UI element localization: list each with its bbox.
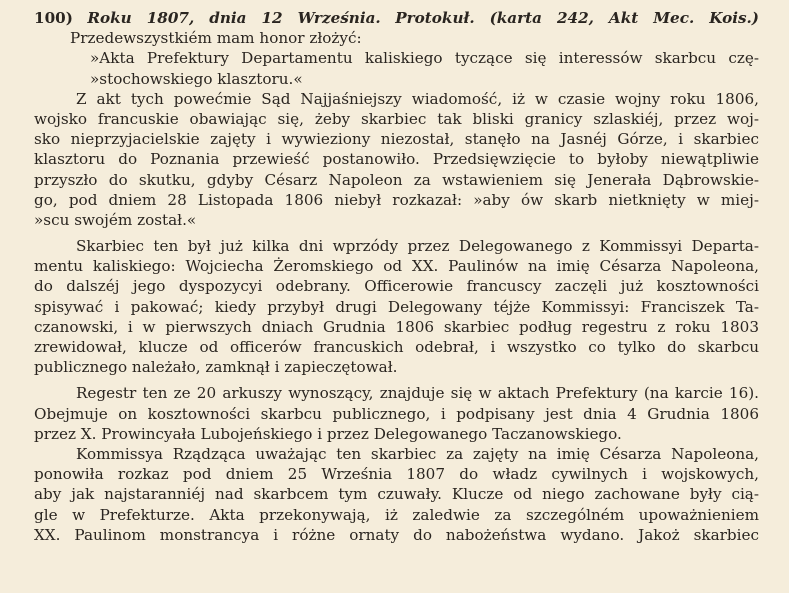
- text-line: zrewidował, klucze od officerów francuskich odebrał, i wszystko co tylko do skarbcu: [34, 338, 759, 356]
- text-line: Regestr ten ze 20 arkuszy wynoszący, znajduje się w aktach Prefektury (na karcie 16).: [76, 384, 759, 403]
- text-line: klasztoru do Poznania przewieść postanowiło. Przedsięwzięcie to byłoby niewątpliwie: [34, 150, 759, 169]
- text-line: mentu kaliskiego: Wojciecha Żeromskiego od XX. Paulinów na imię Césarza Napoleona,: [34, 257, 759, 276]
- paragraph-commission: [34, 444, 759, 545]
- text-line: przez X. Prowincyała Lubojeńskiego i przez Delegowanego Taczanowskiego.: [34, 424, 622, 443]
- paragraph-register: [34, 383, 759, 444]
- text-line: sko nieprzyjacielskie zajęty i wywieziony niezostał, stanęło na Jasnéj Górze, i skarbiec: [34, 130, 759, 149]
- text-line: Z akt tych powećmie Sąd Najjaśniejszy wiadomość, iż w czasie wojny roku 1806,: [76, 89, 759, 108]
- text-line: »stochowskiego klasztoru.«: [90, 69, 303, 88]
- text-line: gle w Prefekturze. Akta przekonywają, iż zaledwie za szczególném upoważnieniem: [34, 505, 759, 524]
- text-line: Obejmuje on kosztowności skarbcu publicznego, i podpisany jest dnia 4 Grudnia 1806: [34, 404, 759, 423]
- text-line: »Akta Prefektury Departamentu kaliskiego tyczące się interessów skarbcu czę-: [90, 49, 759, 68]
- paragraph-files: [34, 89, 759, 230]
- text-line: Skarbiec ten był już kilka dni wprzódy przez Delegowanego z Kommissyi Departa-: [76, 237, 759, 256]
- text-line: »scu swojém został.«: [34, 210, 197, 229]
- text-line: przyszło do skutku, gdyby Césarz Napoleon za wstawieniem się Jenerała Dąbrowskie-: [34, 170, 759, 189]
- paragraph-treasury: [34, 236, 759, 377]
- text-line: wojsko francuskie obawiając się, żeby skarbiec tak bliski granicy szlaskiéj, przez woj-: [34, 109, 759, 128]
- text-line: spisywać i pakować; kiedy przybył drugi Delegowany téjże Kommissyi: Franciszek Ta-: [34, 297, 759, 316]
- text-line: do dalszéj jego dyspozycyi odebrany. Officerowie francuscy zaczęli już kosztowności: [34, 277, 759, 296]
- entry-number: 100): [34, 9, 73, 27]
- text-line: aby jak najstaranniéj nad skarbcem tym czuwały. Klucze od niego zachowane były cią-: [34, 485, 759, 504]
- text-line: publicznego należało, zamknął i zapieczętował.: [34, 358, 398, 377]
- text-line: XX. Paulinom monstrancya i różne ornaty do nabożeństwa wydano. Jakoż skarbiec: [34, 525, 759, 544]
- protocol-reference: Protokuł. (karta 242, Akt Mec. Kois.): [395, 9, 759, 27]
- text-line: ponowiła rozkaz pod dniem 25 Września 1807 do władz cywilnych i wojskowych,: [34, 465, 759, 484]
- document-heading: [34, 8, 759, 28]
- text-line: Przedewszystkiém mam honor złożyć:: [70, 29, 362, 48]
- text-line: go, pod dniem 28 Listopada 1806 niebył rozkazał: »aby ów skarb nietknięty w miej-: [34, 190, 759, 209]
- entry-date: Roku 1807, dnia 12 Września.: [87, 9, 381, 27]
- text-line: Kommissya Rządząca uważając ten skarbiec za zajęty na imię Césarza Napoleona,: [76, 444, 759, 463]
- text-line: czanowski, i w pierwszych dniach Grudnia 1806 skarbiec podług regestru z roku 1803: [34, 317, 759, 336]
- paragraph-intro: [34, 28, 759, 89]
